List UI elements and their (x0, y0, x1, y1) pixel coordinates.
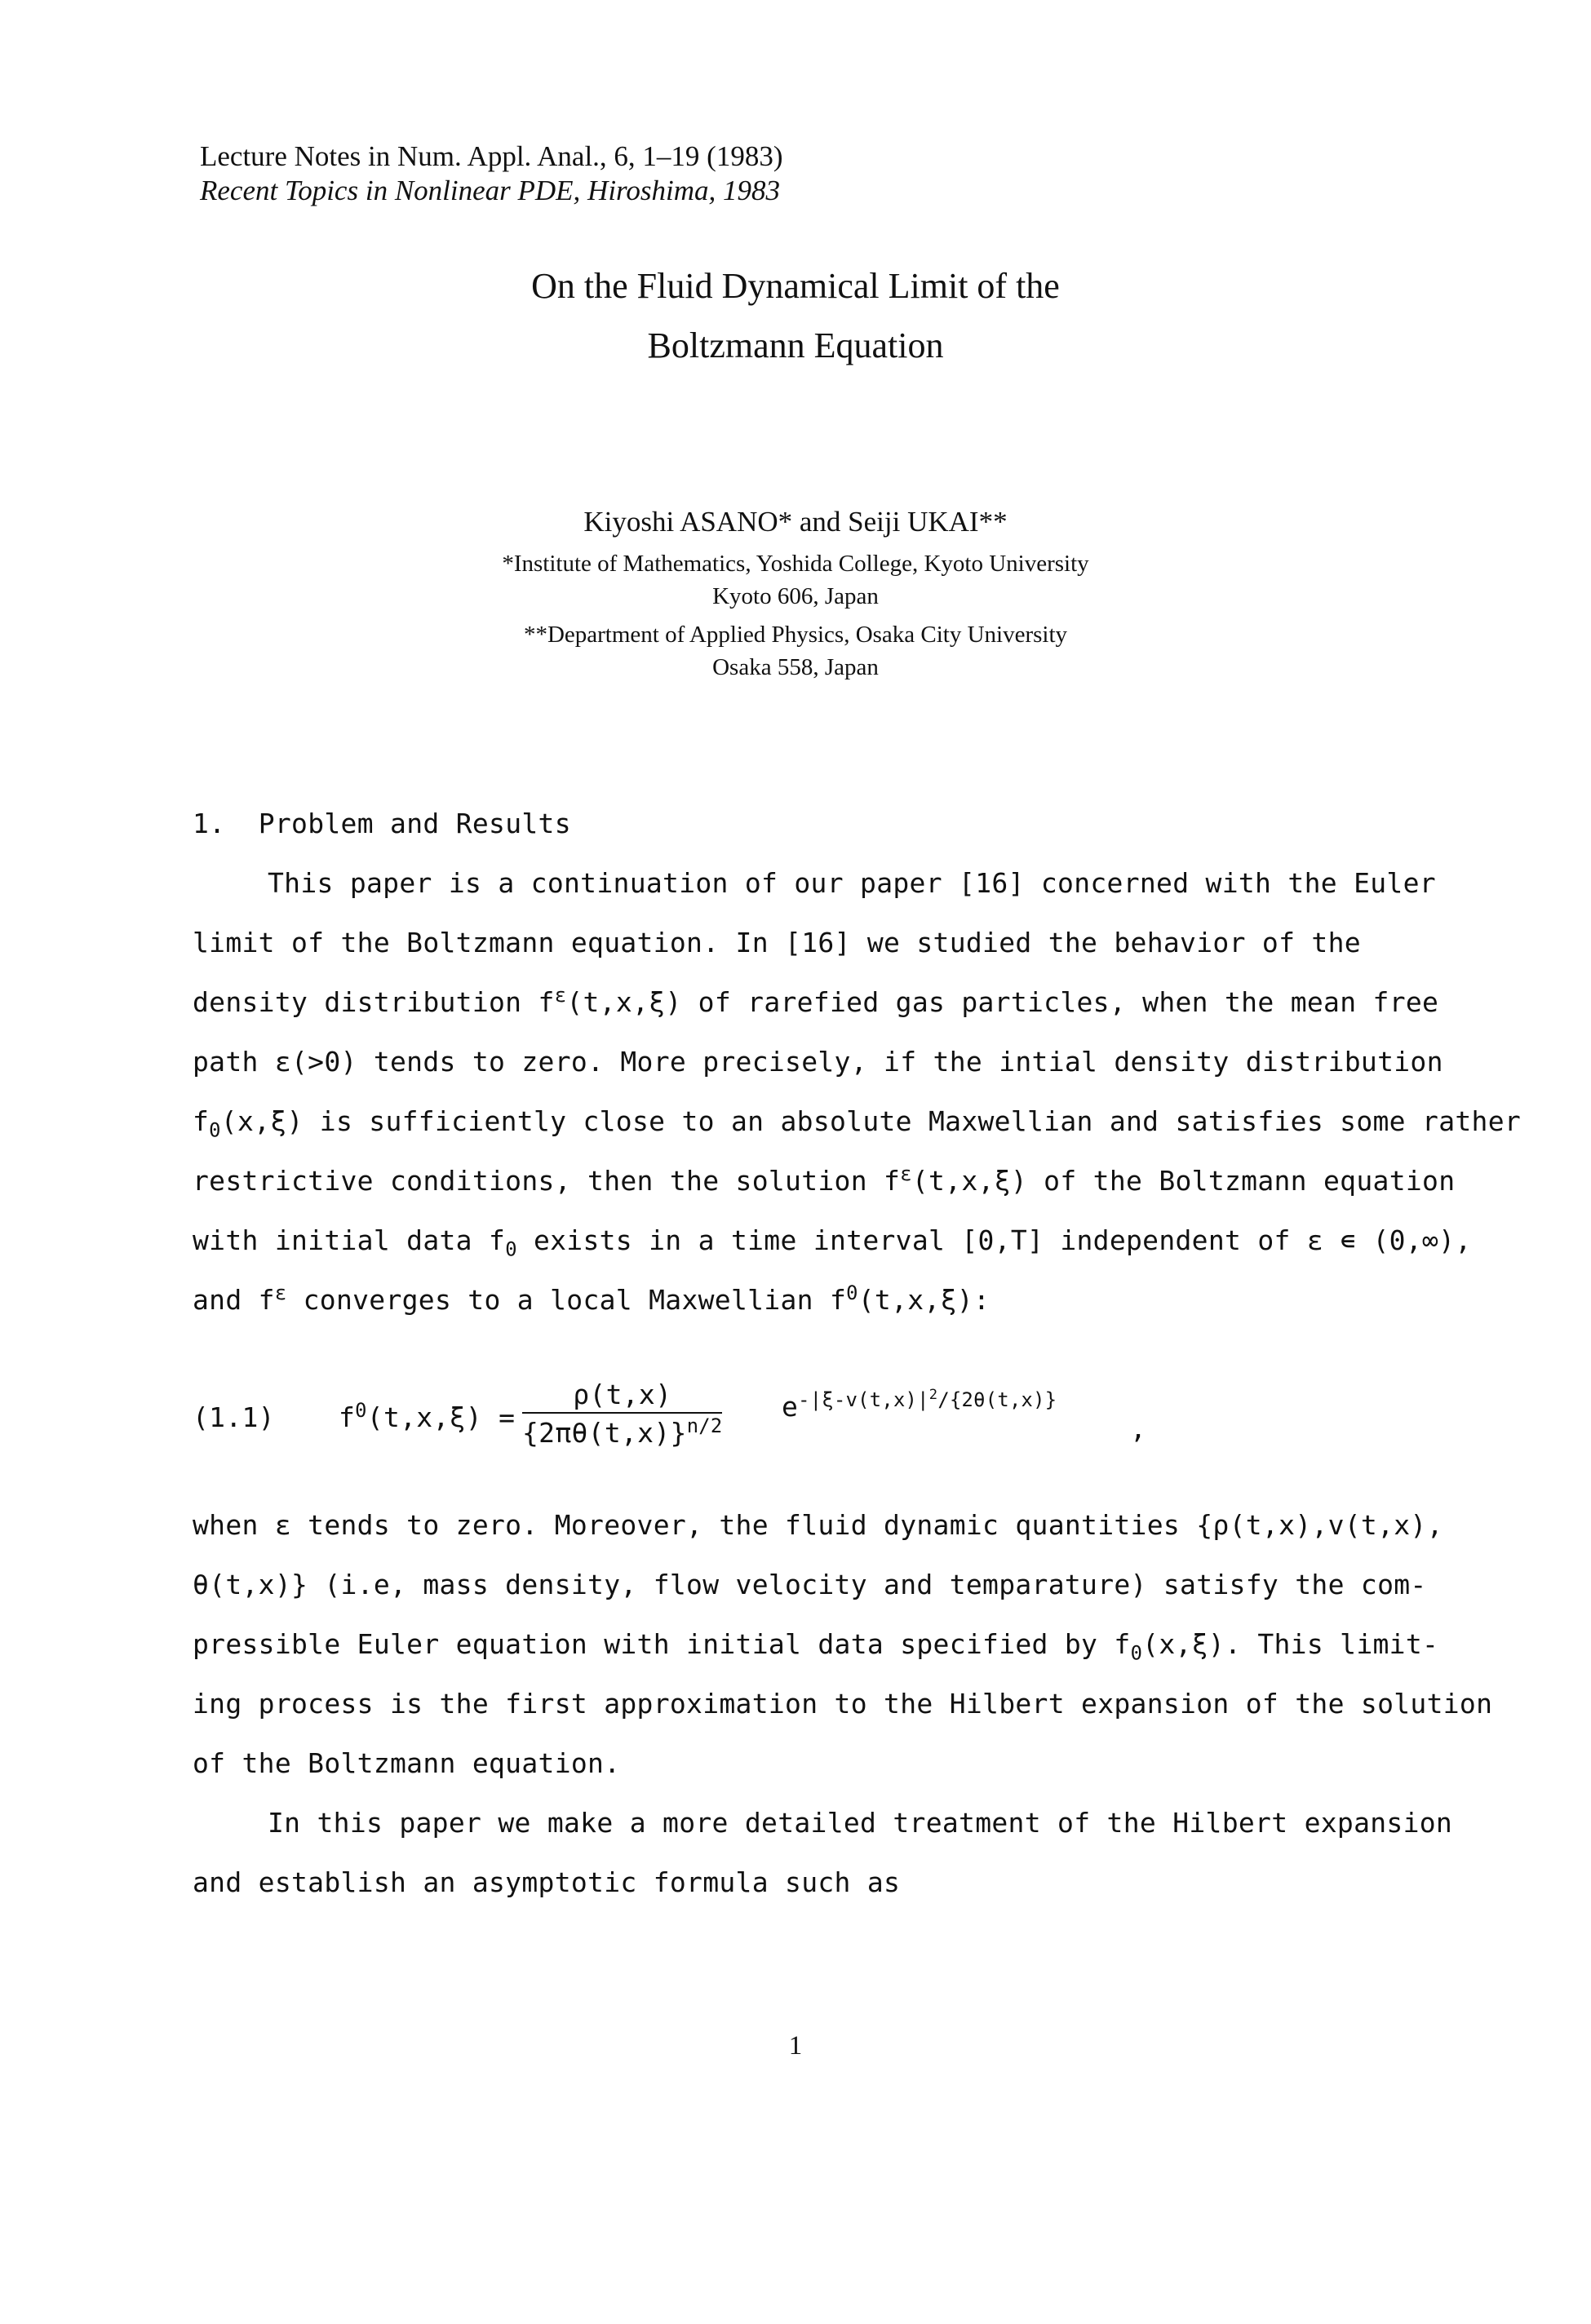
para1-line6: restrictive conditions, then the solution $f^\varepsilon(t,x,\xi)$ of the Boltzmann equation (193, 1162, 1456, 1197)
para1-line2: limit of the Boltzmann equation. In [16] we studied the behavior of the (193, 927, 1361, 958)
para2-line1: when ε tends to zero. Moreover, the fluid dynamic quantities {ρ(t,x),v(t,x), (193, 1509, 1443, 1541)
section-title: Problem and Results (258, 808, 571, 839)
para1-line5: $f_0(x,\xi)$ is sufficiently close to an absolute Maxwellian and satisfies some rather (193, 1105, 1522, 1142)
para1-line1: This paper is a continuation of our paper [16] concerned with the Euler (268, 867, 1436, 899)
equation-exponential: $e^{-|\xi-v(t,x)|^2/\{2\theta(t,x)\}}$ (782, 1387, 1057, 1423)
equation-trailing-comma: , (1130, 1413, 1147, 1445)
affiliation-1: *Institute of Mathematics, Yoshida College, Kyoto University (502, 551, 1089, 577)
para3-line1: In this paper we make a more detailed treatment of the Hilbert expansion (268, 1807, 1453, 1839)
para2-line2: θ(t,x)} (i.e, mass density, flow velocity and temparature) satisfy the com- (193, 1569, 1427, 1600)
para1-line7: with initial data $f_0$ exists in a time interval [0,T] independent of ε ∊ (0,∞), (193, 1224, 1472, 1261)
para2-line5: of the Boltzmann equation. (193, 1747, 621, 1779)
para2-line4: ing process is the first approximation to the Hilbert expansion of the solution (193, 1688, 1493, 1720)
equation-denominator: $\{2\pi\theta(t,x)\}^{n/2}$ (522, 1414, 723, 1449)
paper-title-line2: Boltzmann Equation (647, 325, 944, 365)
para1-line3: density distribution $f^\varepsilon(t,x,\xi)$ of rarefied gas particles, when the mean free (193, 984, 1439, 1018)
conference-citation: Recent Topics in Nonlinear PDE, Hiroshima, 1983 (200, 175, 780, 206)
para2-line3: pressible Euler equation with initial data specified by $f_0(x,\xi)$. This limit- (193, 1628, 1439, 1665)
section-heading (193, 808, 571, 839)
para1-line8: and $f^\varepsilon$ converges to a local Maxwellian $f^0(t,x,\xi)$: (193, 1282, 990, 1316)
para1-line4: path ε(>0) tends to zero. More precisely, if the intial density distribution (193, 1046, 1443, 1078)
equation-numerator: ρ(t,x) (522, 1379, 722, 1414)
para3-line2: and establish an asymptotic formula such as (193, 1866, 901, 1898)
equation-label: (1.1) (193, 1401, 275, 1433)
paper-title-line1: On the Fluid Dynamical Limit of the (531, 266, 1060, 306)
affiliation-2: **Department of Applied Physics, Osaka City University (523, 622, 1068, 648)
affiliation-1-address: Kyoto 606, Japan (712, 583, 879, 609)
equation-fraction (522, 1379, 722, 1449)
affiliation-2-address: Osaka 558, Japan (712, 654, 879, 680)
section-number: 1. (193, 808, 226, 839)
equation-lhs: $f^0(t,x,\xi)$ = (339, 1399, 516, 1433)
journal-citation: Lecture Notes in Num. Appl. Anal., 6, 1–19 (1983) (200, 140, 783, 172)
authors: Kiyoshi ASANO* and Seiji UKAI** (583, 506, 1008, 538)
page-number: 1 (788, 2031, 803, 2061)
